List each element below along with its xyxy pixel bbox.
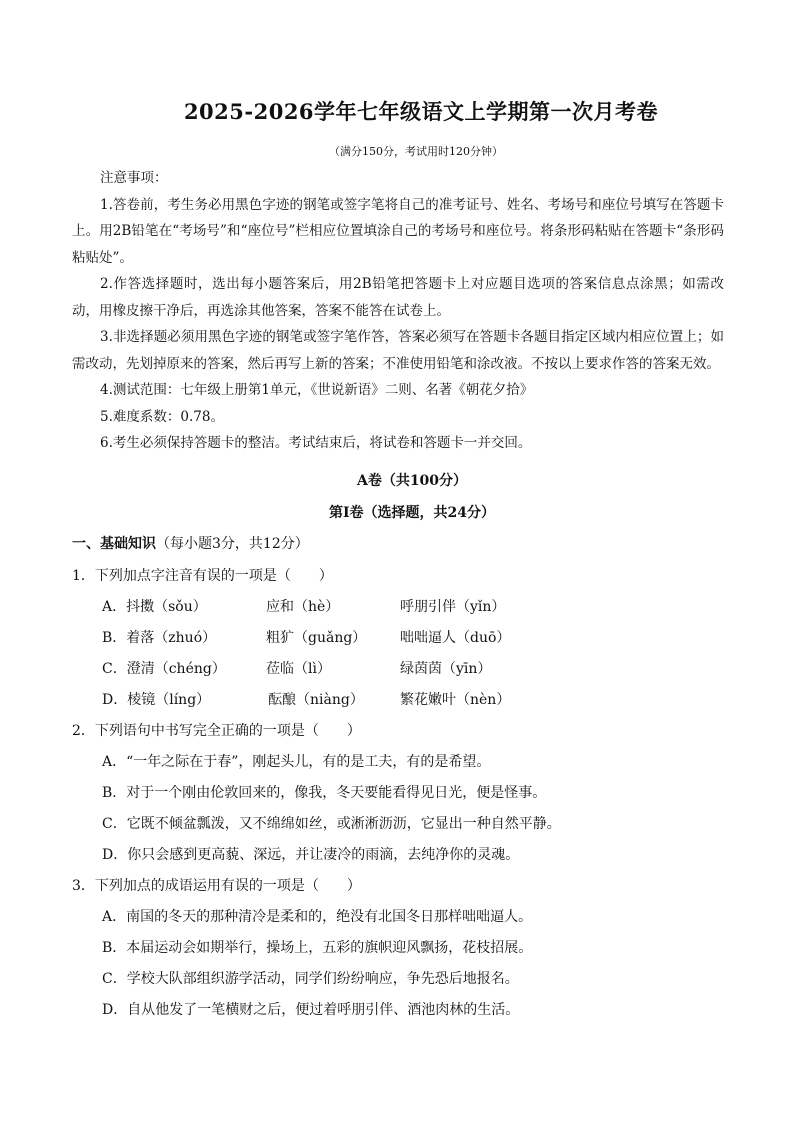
notice-item: 1.答卷前，考生务必用黑色字迹的钢笔或签字笔将自己的准考证号、姓名、考场号和座位号填写在答题卡上。用2B铅笔在“考场号”和“座位号”栏相应位置填涂自己的考场号和座位号。将条形码粘贴在答题卡“条形码粘贴处”。	[72, 196, 724, 266]
question-2-stem: 2．下列语句中书写完全正确的一项是（ ）	[72, 723, 361, 739]
notice-item: 5.难度系数：0.78。	[100, 408, 224, 425]
question-1-option-row-a	[102, 596, 702, 618]
exam-subtitle: （满分150分，考试用时120分钟）	[329, 145, 503, 158]
question-1-stem: 1．下列加点字注音有误的一项是（ ）	[72, 568, 333, 584]
option-cell: 繁花嫩叶（nèn）	[400, 692, 511, 708]
question-2-option-d: D．你只会感到更高藐、深远，并让凄冷的雨滴，去纯净你的灵魂。	[102, 847, 520, 863]
option-cell: 粗犷（guǎng）	[266, 630, 367, 646]
option-cell: C．澄清（chéng）	[102, 661, 226, 677]
part-one-heading: 第Ⅰ卷（选择题，共24分）	[328, 505, 496, 521]
notice-block	[72, 165, 724, 457]
option-cell: A．抖擞（sǒu）	[102, 599, 207, 615]
option-cell: 咄咄逼人（duō）	[400, 630, 511, 646]
question-3-option-b: B．本届运动会如期举行，操场上，五彩的旗帜迎风飘扬，花枝招展。	[102, 940, 533, 956]
question-3-option-c: C．学校大队部组织游学活动，同学们纷纷响应，争先恐后地报名。	[102, 971, 519, 987]
question-2-option-c: C．它既不倾盆瓢泼，又不绵绵如丝，或淅淅沥沥，它显出一种自然平静。	[102, 816, 561, 832]
option-cell: B．着落（zhuó）	[102, 630, 217, 646]
option-cell: 呼朋引伴（yǐn）	[400, 599, 506, 615]
question-1-option-row-d	[102, 689, 702, 711]
question-3-option-d: D．自从他发了一笔横财之后，便过着呼朋引伴、酒池肉林的生活。	[102, 1002, 520, 1018]
question-3-option-a: A．南国的冬天的那种清冷是柔和的，绝没有北国冬日那样咄咄逼人。	[102, 909, 533, 925]
notice-item: 4.测试范围：七年级上册第1单元，《世说新语》二则、名著《朝花夕拾》	[100, 382, 534, 398]
notice-item: 6.考生必须保持答题卡的整洁。考试结束后，将试卷和答题卡一并交回。	[100, 435, 532, 451]
option-cell: D．棱镜（líng）	[102, 692, 211, 708]
question-1-option-row-b	[102, 627, 702, 649]
option-cell: 应和（hè）	[266, 599, 340, 615]
section-one-heading	[72, 533, 309, 553]
option-cell: 绿茵茵（yīn）	[400, 661, 492, 677]
option-cell: 酝酿（niàng）	[268, 692, 364, 708]
notice-item: 2.作答选择题时，选出每小题答案后，用2B铅笔把答题卡上对应题目选项的答案信息点涂黑；如需改动，用橡皮擦干净后，再选涂其他答案，答案不能答在试卷上。	[72, 276, 724, 319]
notice-item: 3.非选择题必须用黑色字迹的钢笔或签字笔作答，答案必须写在答题卡各题目指定区域内相应位置上；如需改动，先划掉原来的答案，然后再写上新的答案；不准使用铅笔和涂改液。不按以上要求作答的答案无效。	[72, 329, 724, 372]
notice-heading: 注意事项：	[100, 170, 168, 186]
volume-a-heading: A卷（共100分）	[356, 473, 468, 489]
section-one-label: 一、基础知识	[72, 536, 156, 552]
section-one-note: （每小题3分，共12分）	[156, 536, 309, 552]
question-3-stem: 3．下列加点的成语运用有误的一项是（ ）	[72, 878, 361, 894]
question-2-option-a: A．“一年之际在于春”，刚起头儿，有的是工夫，有的是希望。	[102, 754, 491, 770]
question-2-option-b: B．对于一个刚由伦敦回来的，像我，冬天要能看得见日光，便是怪事。	[102, 785, 547, 801]
question-1-option-row-c	[102, 658, 702, 680]
exam-title: 2025-2026学年七年级语文上学期第一次月考卷	[183, 99, 659, 124]
option-cell: 莅临（lì）	[266, 661, 331, 677]
